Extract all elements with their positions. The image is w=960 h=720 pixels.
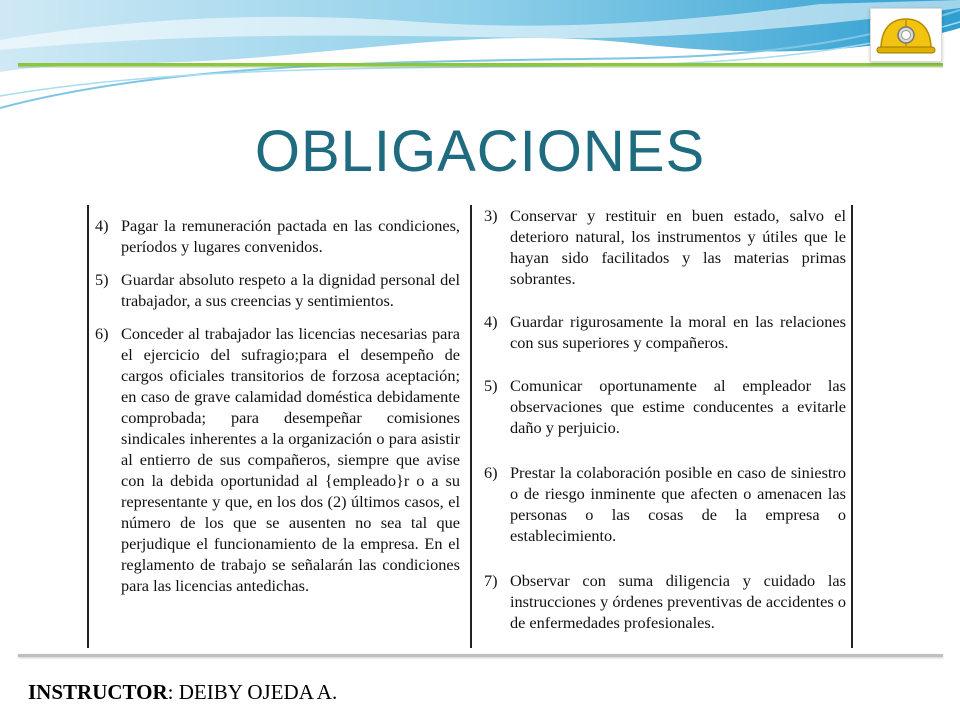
list-item bbox=[480, 311, 846, 353]
item-number: 6) bbox=[95, 324, 109, 343]
column-divider-line bbox=[470, 205, 472, 648]
left-border-line bbox=[87, 205, 89, 648]
item-text: Conservar y restituir en buen estado, salvo el deterioro natural, los instrumentos y útiles que le hayan sido facilitados y las materias primas sobrantes. bbox=[510, 206, 846, 288]
item-number: 4) bbox=[484, 312, 498, 331]
slide-title: OBLIGACIONES bbox=[254, 119, 706, 184]
right-border-line bbox=[851, 205, 853, 648]
list-item bbox=[91, 215, 460, 257]
header-wave-decoration bbox=[0, 0, 960, 120]
item-number: 5) bbox=[95, 270, 109, 289]
instructor-name: DEIBY OJEDA A. bbox=[173, 680, 338, 704]
item-text: Guardar rigurosamente la moral en las relaciones con sus superiores y compañeros. bbox=[510, 312, 846, 352]
instructor-credit bbox=[28, 680, 337, 705]
list-item bbox=[91, 323, 460, 596]
instructor-label: INSTRUCTOR bbox=[28, 680, 168, 704]
item-text: Prestar la colaboración posible en caso de siniestro o de riesgo inminente que afecten o amenacen las personas o las cosas de la empresa o establecimiento. bbox=[510, 463, 846, 545]
logo bbox=[870, 8, 942, 62]
right-column bbox=[480, 205, 846, 648]
item-number: 7) bbox=[484, 571, 498, 590]
item-text: Conceder al trabajador las licencias necesarias para el ejercicio del sufragio;para el desempeño de cargos oficiales transitorios de forzosa aceptación; en caso de grave calamidad doméstica debidamente comprobada; para desempeñar comisiones sindicales inherentes a la organización o para asistir al entierro de sus compañeros, siempre que avise con la debida oportunidad al {empleado}r o a su representante y que, en los dos (2) últimos casos, el número de los que se ausenten no sea tal que perjudique el funcionamiento de la empresa. En el reglamento de trabajo se señalarán las condiciones para las licencias antedichas. bbox=[121, 324, 460, 595]
document-excerpt bbox=[85, 205, 875, 648]
instructor-separator: : bbox=[167, 680, 174, 704]
item-number: 5) bbox=[484, 376, 498, 395]
item-text: Guardar absoluto respeto a la dignidad personal del trabajador, a sus creencias y sentimientos. bbox=[121, 270, 460, 310]
left-column bbox=[91, 205, 460, 648]
list-item bbox=[480, 205, 846, 289]
item-number: 3) bbox=[484, 206, 498, 225]
list-item bbox=[480, 570, 846, 633]
item-text: Pagar la remuneración pactada en las condiciones, períodos y lugares convenidos. bbox=[121, 216, 460, 256]
item-number: 4) bbox=[95, 216, 109, 235]
list-item bbox=[480, 462, 846, 546]
list-item bbox=[91, 269, 460, 311]
item-number: 6) bbox=[484, 463, 498, 482]
item-text: Observar con suma diligencia y cuidado las instrucciones y órdenes preventivas de accidentes o de enfermedades profesionales. bbox=[510, 571, 846, 632]
list-item bbox=[480, 375, 846, 438]
footer-divider bbox=[18, 654, 943, 657]
hard-hat-icon bbox=[871, 9, 941, 61]
item-text: Comunicar oportunamente al empleador las observaciones que estime conducentes a evitarle daño y perjuicio. bbox=[510, 376, 846, 437]
